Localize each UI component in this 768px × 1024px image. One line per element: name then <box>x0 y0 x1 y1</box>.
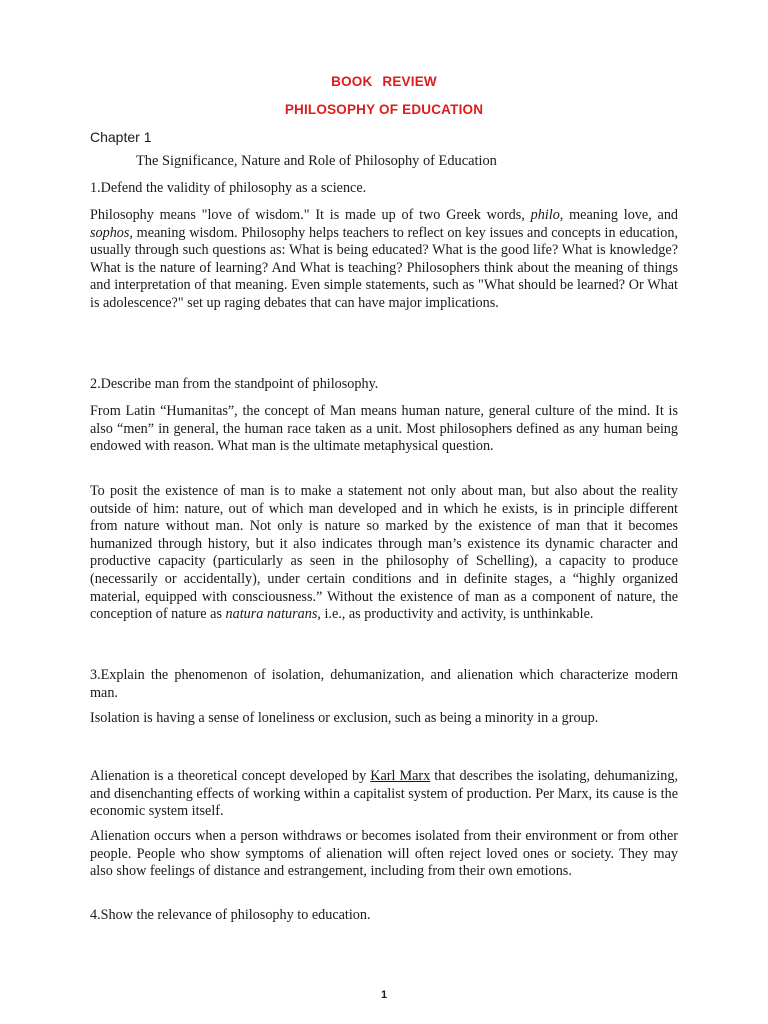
document-title: PHILOSOPHY OF EDUCATION <box>284 102 484 117</box>
answer-1-paragraph <box>90 207 678 313</box>
answer-3-paragraph-1: Isolation is having a sense of loneliness or exclusion, such as being a minority in a group. <box>90 710 599 726</box>
answer-2-paragraph-2 <box>90 483 678 624</box>
question-4: 4.Show the relevance of philosophy to education. <box>90 907 371 923</box>
answer-2-text-b: , i.e., as productivity and activity, is unthinkable. <box>317 606 594 623</box>
term-philo: philo <box>530 207 560 223</box>
answer-1-text-b: , meaning love, and <box>559 207 679 223</box>
page-number: 1 <box>380 989 388 1001</box>
book-review-heading: BOOK REVIEW <box>331 74 437 89</box>
question-2: 2.Describe man from the standpoint of philosophy. <box>90 376 379 392</box>
answer-3-paragraph-2 <box>90 768 678 821</box>
answer-3-text-a: Alienation is a theoretical concept developed by <box>90 768 371 784</box>
answer-3-text-b: that describes the isolating, dehumanizing, and disenchanting effects of working within a capitalist system of production. Per Marx, its cause is the economic system itself. <box>90 768 679 820</box>
karl-marx-link[interactable]: Karl Marx <box>370 768 431 784</box>
answer-1-text-a: Philosophy means "love of wisdom." It is made up of two Greek words, <box>90 207 531 223</box>
question-1: 1.Defend the validity of philosophy as a science. <box>90 180 367 196</box>
answer-2-text-a: To posit the existence of man is to make a statement not only about man, but also about the reality outside of him: nature, out of which man developed and in which he exists, is in principle different from nature without man. Not only is nature so marked by the existence of man that it becomes humanized through history, but it also indicates through man’s existence its dynamic character and productive capacity (particularly as seen in the philosophy of Schelling), a capacity to produce (necessarily or accidentally), under certain conditions and in definite stages, a “highly organized material, equipped with consciousness.” Without the existence of man as a component of nature, the conception of nature as <box>90 483 678 623</box>
chapter-label: Chapter 1 <box>90 129 152 145</box>
answer-1-text-c: , meaning wisdom. Philosophy helps teachers to reflect on key issues and concepts in education, usually through such questions as: What is being educated? What is the good life? What is knowledge? What is the nature of learning? And What is teaching? Philosophers think about the meaning of things and interpretation of that meaning. Even simple statements, such as "What should be learned? Or What is adolescence?" set up raging debates that can have major implications. <box>90 224 678 311</box>
question-3: 3.Explain the phenomenon of isolation, dehumanization, and alienation which characterize modern man. <box>90 667 678 701</box>
answer-2-paragraph-1: From Latin “Humanitas”, the concept of Man means human nature, general culture of the mind. It is also “men” in general, the human race taken as a unit. Most philosophers defined as any human being endowed with reason. What man is the ultimate metaphysical question. <box>90 403 678 455</box>
term-sophos: sophos <box>90 224 130 241</box>
answer-3-paragraph-3: Alienation occurs when a person withdraws or becomes isolated from their environment or from other people. People who show symptoms of alienation will often reject loved ones or society. They may also show feelings of distance and estrangement, including from their own emotions. <box>90 828 678 880</box>
term-natura-naturans: natura naturans <box>225 606 318 623</box>
chapter-subtitle: The Significance, Nature and Role of Philosophy of Education <box>136 153 497 169</box>
